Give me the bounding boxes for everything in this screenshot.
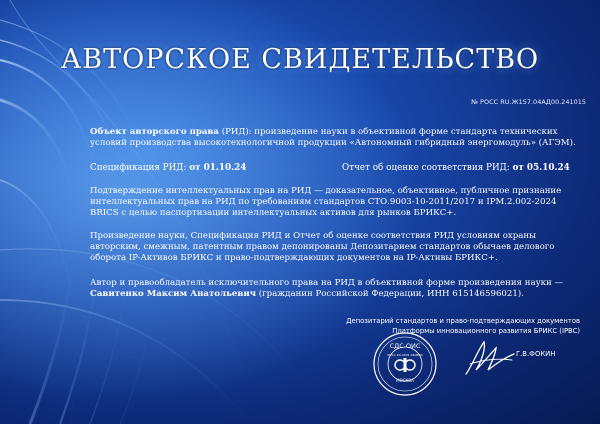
seal-ring-text: РОСС RU.0001.04ИБ00 <box>387 353 423 357</box>
specification-label: Спецификация РИД: <box>90 163 190 173</box>
report-date: от 05.10.24 <box>512 163 570 173</box>
specification-date: от 01.10.24 <box>189 163 247 173</box>
report-item <box>342 163 570 173</box>
seal-top-text: СДС ОИС <box>389 342 421 350</box>
signer-name: Г.В.ФОКИН <box>516 350 556 358</box>
author-name: Савитенко Максим Анатольевич <box>90 289 257 299</box>
author-intro: Автор и правообладатель исключительного права на РИД в объективной форме произведения науки — <box>90 278 564 288</box>
confirmation-paragraph: Подтверждение интеллектуальных прав на РИД — доказательное, объективное, публичное признание интеллектуальных прав на РИД по требованиям стандартов СТО.9003-10-2011/2017 и IPM.2.002-2024 BRICS с целью паспортизации интеллектуальных активов для рынков БРИКС+. <box>90 186 562 218</box>
registration-number: № РОСС RU.Ж157.04АД00.241015 <box>471 98 586 106</box>
depository-seal <box>372 331 438 397</box>
author-details: (гражданин Российской Федерации, ИНН 615146596021). <box>256 289 524 299</box>
deposit-paragraph: Произведение науки, Спецификация РИД и Отчет об оценке соответствия РИД условиям охраны авторским, смежным, патентным правом депонированы Депозитарием стандартов обычаев делового оборота IP-Активов БРИКС и право-подтверждающих документов на IP-Активы БРИКС+. <box>90 231 555 263</box>
certificate-title: АВТОРСКОЕ СВИДЕТЕЛЬСТВО <box>60 44 540 75</box>
seal-bottom-text: МОСКВА <box>396 378 414 383</box>
depository-line-2: Платформы инновационного развития БРИКС (IPBC) <box>392 327 580 335</box>
report-label: Отчет об оценке соответствия РИД: <box>342 163 513 173</box>
object-label: Объект авторского права <box>90 127 219 137</box>
depository-line-1: Депозитарий стандартов и право-подтверждающих документов <box>346 317 580 325</box>
object-paragraph <box>90 127 580 149</box>
dates-line <box>90 163 580 173</box>
object-text: (РИД): произведение науки в объективной форме стандарта технических условий производства высокотехнологичной продукции «Автономный гибридный энергомодуль» (АГЭМ). <box>90 127 576 148</box>
signature <box>462 336 518 380</box>
author-paragraph <box>90 278 580 300</box>
